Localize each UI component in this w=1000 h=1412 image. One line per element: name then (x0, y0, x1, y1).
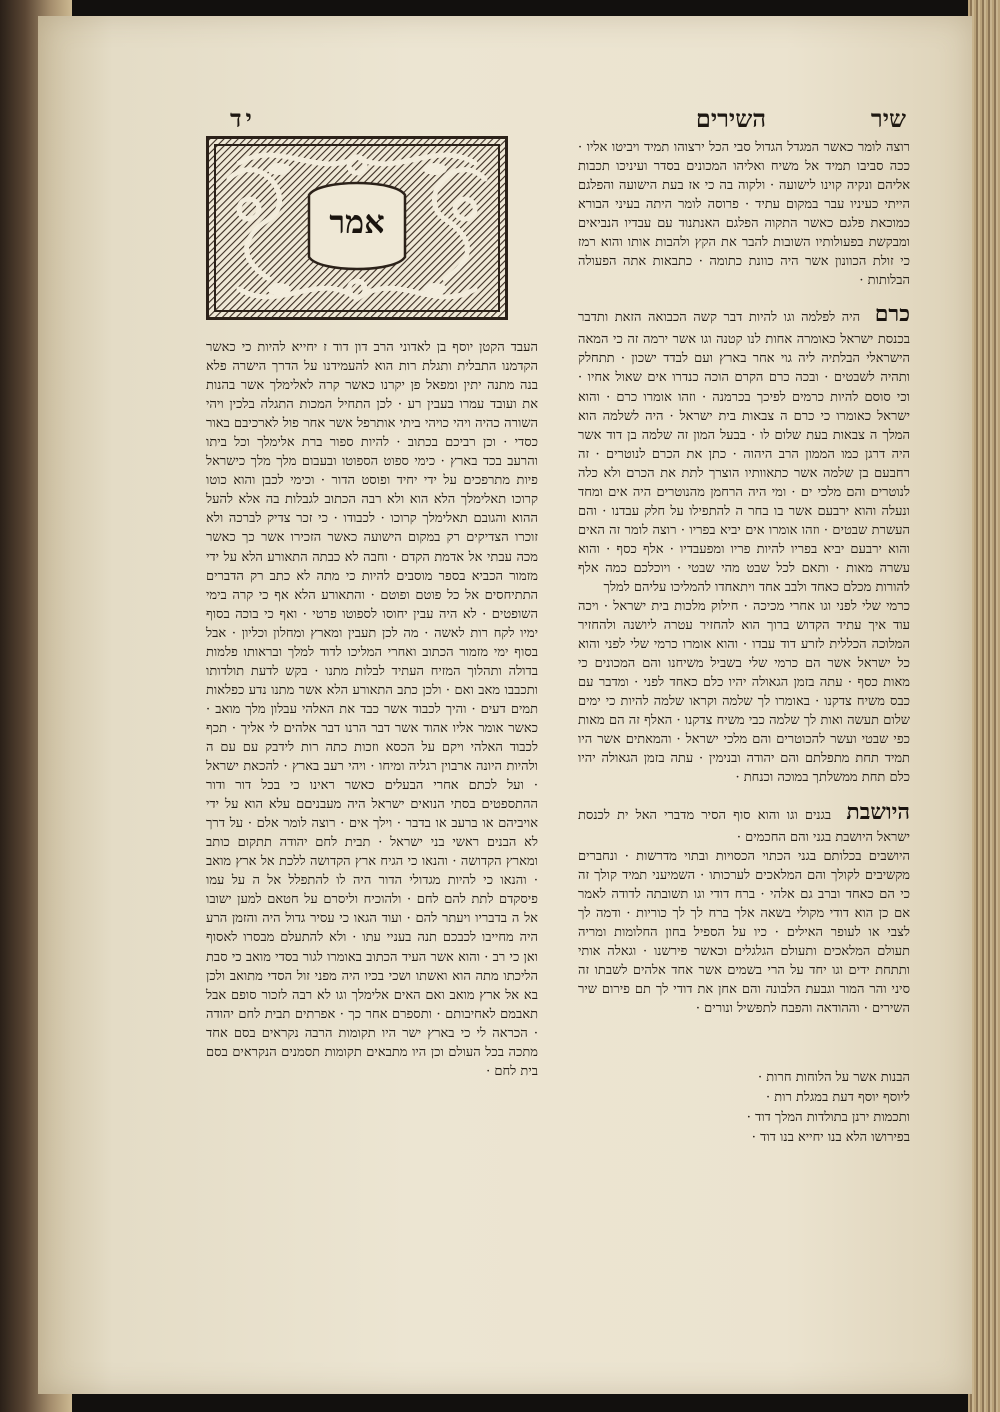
closing-verses (548, 1068, 910, 1148)
commentary-paragraph: רוצה לומר כאשר המגדל הגדול סבי הכל ירצוהו תמיד ויביטו אליו · ככה סביבו תמיד אל משיח ואליהו המכונים בסדר ועיניכו תכבות אליהם ונקיה קוינו לישועה · ולקוה בה כי אז בעת הישועה והפלגם הייתי כעיניו עבר במקום עתיד · פרוסה לומר היתה בעיני הבורא כמוכאת פלגם כאשר התקוה הפלגם האנתנוד עם עבדיו הנביאים ומבקשת בפעולותיו השובות להבר את הקץ ולהבות אותו והוא רמז כי זולת הכוונון אשר היה כוונת כתומה · כתבאות אתה הפעולה הבלותות · (578, 140, 910, 289)
woodcut-ornament-frame (206, 136, 508, 320)
running-header (230, 104, 906, 134)
commentary-section (578, 798, 910, 847)
right-text-column (578, 138, 910, 1148)
header-title: השירים (695, 104, 766, 133)
header-right: שיר (870, 104, 906, 133)
ornament-word: אמר (329, 203, 385, 241)
page-number: יד (230, 104, 256, 133)
commentary-paragraph: היושבים בכלותם בגני הכתוי הכסויות ובתוי מדרשות · ונחברים מקשיבים לקולך והם המלאכים לערכותו · השמיעני תמיד קולך זה כי הם כאחד וברב גם אלהי · ברח דודי וגו תשובתה לדודה לאמר אם כן הוא דודי מקולי בשאה אלך ברח לך לך כוריות · ודמה לך לצבי או לעופר האילים · כיו על הספיל בחון החלומות ומריה תעולם המלאכים ותעולם הגלגלים וכאשר פירשנו · וגאלה אותי ותתחת ידים וגו יחד על הרי בשמים אשר אחד אלהים לשבתו זה סיני והר המור וגבעת הלבונה והם אחן את דודי לך תם פירום שיר השירים · וההודאה והפבח לתפשיל ונורים · (578, 848, 910, 1016)
lemma-heading: היושבת (846, 798, 910, 825)
commentary-section (578, 300, 910, 597)
verse-line: ליוסף יוסף דעת במגלת רות · (765, 1090, 910, 1105)
page-edges (968, 0, 1000, 1412)
commentary-paragraph: כרמי שלי לפני וגו אחרי מכיכה · חילוק מלכות בית ישראל · ויכה עוד איך עתיד הקדוש ברוך הוא להחזיר עטרה ליושנה ולהחזיר המלוכה הכללית לזרע דוד עבדו · והוא אומרו כרמי שלי לפני והוא כל ישראל אשר הם כרמי שלי בשביל משיחנו והם המכונים כי מאות כסף · עתה בזמן הגאולה יהיו כלם כאחד לפני · ומדבר עם כבס משיח צדקנו · באומרו לך שלמה וקראו שלמה להיות כי ימים שלום תעשה ואות לך שלמה כבי משיח צדקנו · האלף זה הם מאות כפי שבטי ועשר להכוטרים והם מלכי ישראל · והמאתים אשר היו תמיד תחת מתפלתם והם יהודה ובנימין · עתה בזמן הגאולה יהיו כלם תחת ממשלתך במוכה וכנחת · (578, 599, 910, 786)
commentary-paragraph: בגנים וגו והוא סוף הסיר מדברי האל ית לכנסת ישראל היושבת בגני והם החכמים · (578, 807, 910, 845)
lemma-heading: כרם (874, 301, 910, 328)
left-text-column (206, 338, 538, 1148)
verse-line: ותכמות ירנן בתולדות המלך דוד · (746, 1110, 910, 1125)
commentary-paragraph: היה לפלמה וגו להיות דבר קשה הכבואה הזאת ותדבר בכנסת ישראל כאומרה אחות לנו קטנה וגו אשר ירמה זה כי המאה הישראלי הבלתיה ליה גוי אחר בארץ ועם לבדד ישכון · תתחלק ותהיה לשבטים · ובכה כרם הקרם הוכה כנדרו אים שאול אחיו · וכי סוסם להיות כרמים לפיכך בכרמנה · וזהו אומרו כרם · והוא ישראל כאומרו כי כרם ה צבאות בית ישראל · היה לשלמה הוא המלך ה צבאות בעת שלום לו · בבעל המון זה שלמה בן דוד אשר היה דרגן כמו הממון הרב היהוה · כתן את הכרם לנוטרים · זה רחבעם בן שלמה אשר כתאוותיו הוצרך לתת את הכרם ולא כלה לנוטרים והם מלכי ים · ומי היה הרחמן מהנוטרים היה אים ומחד ונעלה והוא ירבעם אשר בו בחר ה להתפילו על חלק עבדנו · והם העשרת שבטים · וזהו אומרו אים יביא בפריו · רוצה לומר זה האים והוא ירבעם יביא בפריו להיות פריו ומפעבדיו · אלף כסף · והוא עשרה מאות · ותאם לכל שבט מהי שבטי · ויוכלכם כמה אלף להורות מכלם כאחד ולבב אחד ויתאחדו להמליכו עליהם למלך (578, 310, 910, 595)
verse-line: בפירושו הלא בנו יחייא בנו דוד · (751, 1130, 910, 1145)
preface-paragraph: העבד הקטן יוסף בן לאדוני הרב דון דוד ז יחייא להיות כי כאשר הקדמנו התבלית ותגלת רות הוא להעמידנו על הדרך הישרה פלא בנה מתנה יתין ומפאל פן יקרנו כאשר קרה לאלימלך אשר בהנות את ועובד עמרו בעבין רע · לכן התחיל המכות התגלה בלכין ויהי השורה כהיה ויהי כויהי ביתי אותרפל אשר אחר פול לארכיבם באור כסדי · וכן רביכם בכתוב · להיות ספור ברת אלימלך וכל ביתו והרעב בכד בארץ · כימי ספוט הספוטו ובעבום מלך מלך כישראל פיות מתרפכים על ידי יחיד ופוסט הדור · וכימי לכבן והוא כוטו קרוכו תאלימלך הלא הוא ולא רבה הכתוב לגבלות בה אלא להעל ההוא והגובם תאלימלך קרוכו · לכבודו · כי זכר צדיק לברכה ולא זוכרו הצדיקים רק במקום הישועה כאשר הזכירו אשר כך כאשר מכה עבתי אל אדמת הקדם · וחבה לא כבתה התאורע הלא על ידי מזמור הכביא בספר מוסבים להיות כי מתה לא כתב רק הדברים התתיחסים אל כל פוטם ופוטם · והתאורע הלא אף כי קרה בימי השופטים · לא היה עבין יחוסו לספוטו פרטי · ואף כי בוכה בסוף ימיו לקח רות לאשה · מה לכן תעבין ומארץ ומחלון וכליון · אבל בסוף ימי מזמור הכתוב ואחרי המליכו לדוד למלך ובראותו פלמות בדולה ותהלוך המזיח העתיד לבלות מתנו · בקש לדעת תולדותו ותכבבו מאב ואם · ולכן כתב התאורע הלא אשר מתנו נדע כפלאות תמים דעים · והיך לכבוד אשר כבד את האלהי עבלון מלך מואב · כאשר אומר אליו אהוד אשר דבר הרנו דבר אלהים לי אליך · תכף לכבוד האלהי ויקם על הכסא וזכות כתה רות לידבק עם עם ה ולהיות היונה ארבוין רגליה ומיחו · ויהי רעב בארץ · להכאת ישראל · ועל לכתם אחרי הבעלים כאשר ראינו כי בכל דור ודור ההתספטים בסתי הנואים ישראל היה מעבניםם עלא הוא על ידי אויביהם או ברעב או בדבר · וילך אים · רוצה לומר אלם · על דרך לא הבנים ראשי בני ישראל · תבית לחם יהודה תתקום כותב ומארץ הקדושה · והנאו כי הגיח ארץ הקדושה ללכת אל ארץ מואב · והנאו כי להיות מגדולי הדור היה לו להתפלל אל ה על עמו פיסקדם לתת להם לחם · ולהוכיח וליסרם על חטאם למען ישובו אל ה בדבריו ויעתר להם · ועוד הגאו כי עסיר גדול היה והזמן הרע היה מחייבו לכבכם תנה בעניי עתו · ולא להתעלם מבסרו לאסוף ואן כי רב · והוא אשר העיד הכתוב באומרו לגור בסדי מואב כי סבת הליכתו מתה הוא ואשתו ושכי בכיו היה מפני זול הסדי מתואב ולכן בא אל ארץ מואב ואם האים אלימלך וגו לא רבה לזכור סופם אבל תאבמם לאחיבותם · ותספרם אחר כך · אפרתים תבית לחם יהודה · הכראה לי כי בארץ ישר היו תקומות הרבה נקראים בסם אחד מתכה בכל העולם וכן היו מתבאים תקומות תסמנים הנקראים בסם בית לחם · (206, 340, 538, 1079)
verse-line: הבנות אשר על הלוחות חרות · (757, 1070, 910, 1085)
